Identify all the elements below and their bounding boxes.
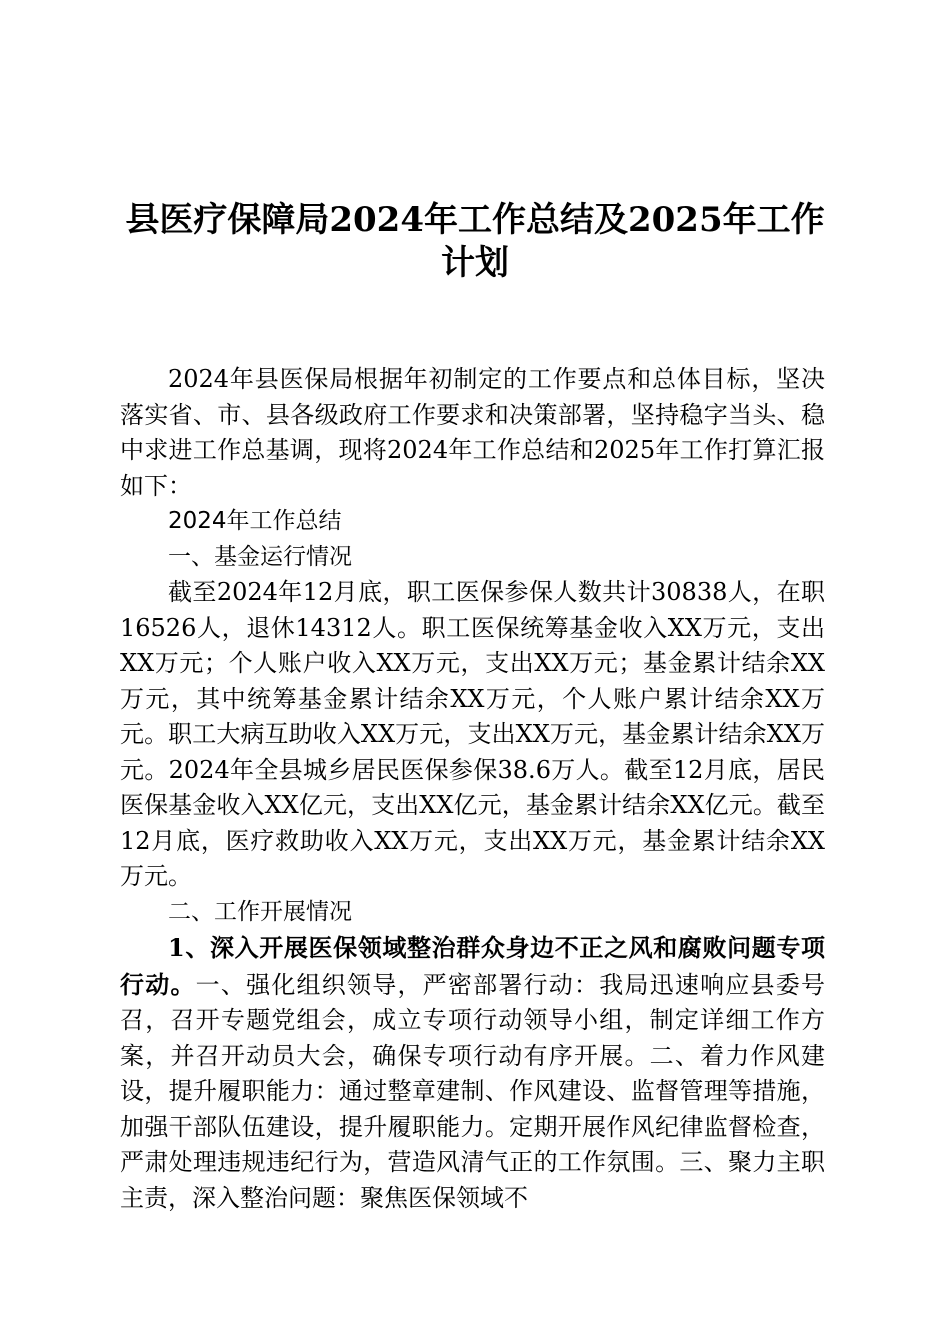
item1-lead: 1、深入开展医保领域整治群众身边不正之风和腐败问题专项行动。 [120, 933, 825, 999]
document-title-line-1: 县医疗保障局2024年工作总结及2025年工作 [125, 200, 825, 240]
document-title-line-2: 计划 [441, 243, 509, 283]
document-body [120, 362, 825, 1216]
item1-paragraph [120, 930, 825, 1216]
intro-paragraph: 2024年县医保局根据年初制定的工作要点和总体目标，坚决落实省、市、县各级政府工作要求和决策部署，坚持稳字当头、稳中求进工作总基调，现将2024年工作总结和2025年工作打算汇报如下： [120, 365, 825, 500]
part1-heading: 一、基金运行情况 [168, 543, 352, 570]
part2-heading: 二、工作开展情况 [168, 898, 352, 925]
part1-paragraph: 截至2024年12月底，职工医保参保人数共计30838人，在职16526人，退休14312人。职工医保统筹基金收入XX万元，支出XX万元；个人账户收入XX万元，支出XX万元；基金累计结余XX万元，其中统筹基金累计结余XX万元，个人账户累计结余XX万元。职工大病互助收入XX万元，支出XX万元，基金累计结余XX万元。2024年全县城乡居民医保参保38.6万人。截至12月底，居民医保基金收入XX亿元，支出XX亿元，基金累计结余XX亿元。截至12月底，医疗救助收入XX万元，支出XX万元，基金累计结余XX万元。 [120, 578, 825, 890]
section-heading: 2024年工作总结 [168, 508, 342, 534]
item1-body: 一、强化组织领导，严密部署行动：我局迅速响应县委号召，召开专题党组会，成立专项行动领导小组，制定详细工作方案，并召开动员大会，确保专项行动有序开展。二、着力作风建设，提升履职能力：通过整章建制、作风建设、监督管理等措施，加强干部队伍建设，提升履职能力。定期开展作风纪律监督检查，严肃处理违规违纪行为，营造风清气正的工作氛围。三、聚力主职主责，深入整治问题：聚焦医保领域不 [120, 970, 826, 1212]
